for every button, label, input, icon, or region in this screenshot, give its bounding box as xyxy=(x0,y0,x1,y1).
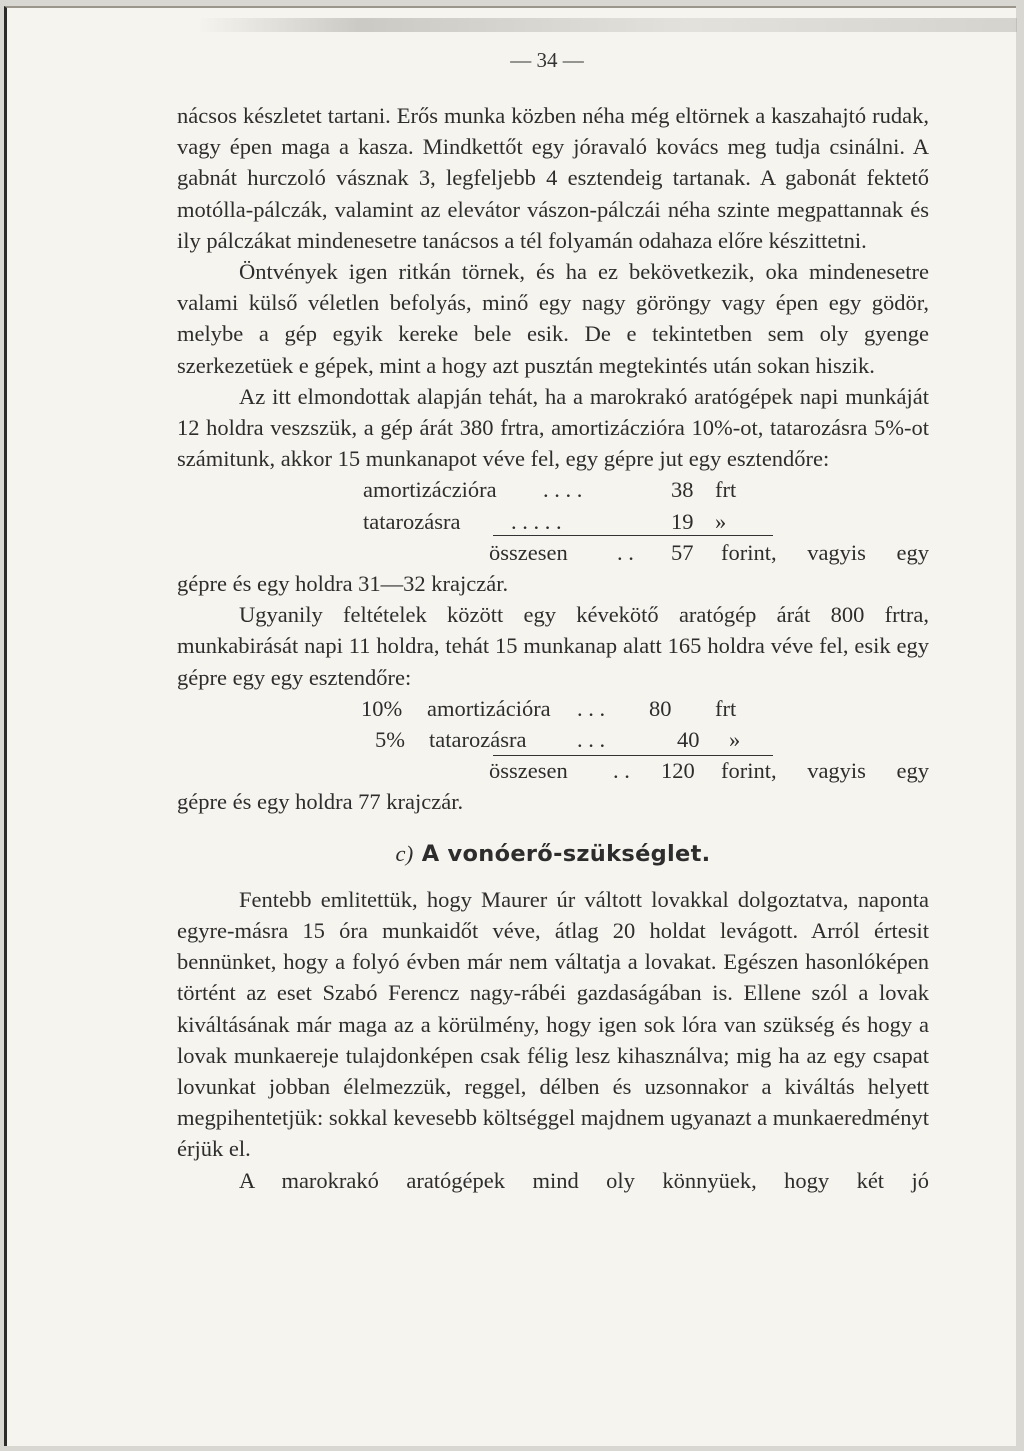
total-label: összesen xyxy=(489,758,568,784)
table-row xyxy=(177,474,929,505)
total-value: 57 xyxy=(671,539,694,565)
row-value: 80 xyxy=(649,695,672,721)
row-unit: frt xyxy=(715,477,737,503)
table-total-row xyxy=(177,755,929,786)
row-label: tatarozásra xyxy=(429,727,527,753)
scan-edge-shadow xyxy=(197,18,1017,32)
paragraph-5: Fentebb emlitettük, hogy Maurer úr váltott lovakkal dolgoztatva, naponta egyre-másra 15 óra munkaidőt véve, átlag 20 holdat levágott. Arról értesit bennünket, hogy a folyó évben már nem váltatja a lovakat. Egészen hasonlóképen történt az eset Szabó Ferencz nagy-rábéi gazdaságában is. Ellene szól a lovak kiváltásának már maga az a körülmény, hogy igen sok lóra van szükség és hogy a lovak munkaereje tulajdonképen csak félig lesz kihasználva; mig ha az egy csapat lovunkat jobban élelmezzük, reggel, délben és uzsonnakor a kiváltás helyett megpihentetjük: sokkal kevesebb költséggel majdnem ugyanazt a munkaeredményt érjük el. xyxy=(177,886,929,1162)
body-text xyxy=(177,100,929,1196)
row-dots: . . . xyxy=(577,727,606,753)
paragraph-2: Öntvények igen ritkán törnek, és ha ez bekövetkezik, oka mindenesetre valami külső véletlen befolyás, minő egy nagy göröngy vagy épen egy gödör, melybe a gép egyik kereke bele esik. De e tekintetben sem oly gyenge szerkezetüek e gépek, mint a hogy azt pusztán megtekintés után sokan hiszik. xyxy=(177,259,929,378)
row-percent: 5% xyxy=(375,727,405,753)
row-label: amortizációra xyxy=(427,695,551,721)
row-label: amortizáczióra xyxy=(363,477,497,503)
row-unit: » xyxy=(715,508,727,534)
row-unit: » xyxy=(729,727,741,753)
row-dots: . . . . . xyxy=(511,508,562,534)
section-title: A vonóerő-szükséglet. xyxy=(421,840,711,867)
book-page xyxy=(4,6,1016,1446)
total-label: összesen xyxy=(489,539,568,565)
total-dots: . . xyxy=(613,758,630,784)
continuation-1: gépre és egy holdra 31—32 krajczár. xyxy=(177,571,509,597)
cost-table-1 xyxy=(177,474,929,568)
table-total-row xyxy=(177,537,929,568)
paragraph-3: Az itt elmondottak alapján tehát, ha a marokrakó aratógépek napi munkáját 12 holdra veszszük, a gép árát 380 frtra, amortizáczióra 10%-ot, tatarozásra 5%-ot számitunk, akkor 15 munkanapot véve fel, egy gépre jut egy esztendőre: xyxy=(177,383,929,472)
page-number: — 34 — xyxy=(510,48,584,72)
section-heading xyxy=(177,838,929,870)
total-value: 120 xyxy=(661,758,695,784)
row-value: 38 xyxy=(671,477,694,503)
table-row xyxy=(177,693,929,724)
table-row xyxy=(177,506,929,537)
paragraph-1: nácsos készletet tartani. Erős munka közben néha még eltörnek a kaszahajtó rudak, vagy épen maga a kasza. Mindkettőt egy jóravaló kovács meg tudja csinálni. A gabnát hurczoló vásznak 3, legfeljebb 4 esztendeig tartanak. A gabonát fektető motólla-pálczák, valamint az elevátor vászon-pálczái néha szinte megpattannak és ily pálczákat mindenesetre tanácsos a tél folyamán odahaza előre készittetni. xyxy=(177,103,929,253)
row-dots: . . . xyxy=(577,695,606,721)
continuation-2: gépre és egy holdra 77 krajczár. xyxy=(177,789,464,815)
row-percent: 10% xyxy=(361,695,403,721)
paragraph-4: Ugyanily feltételek között egy kévekötő aratógép árát 800 frtra, munkabirását napi 11 holdra, tehát 15 munkanap alatt 165 holdra véve fel, esik egy gépre egy egy esztendőre: xyxy=(177,602,929,690)
row-value: 19 xyxy=(671,508,694,534)
cost-table-2 xyxy=(177,693,929,787)
total-rest: forint, vagyis egy xyxy=(721,758,929,784)
row-value: 40 xyxy=(677,727,700,753)
row-unit: frt xyxy=(715,695,737,721)
row-dots: . . . . xyxy=(543,477,583,503)
table-row xyxy=(177,724,929,755)
section-marker: c) xyxy=(395,840,414,866)
total-rest: forint, vagyis egy xyxy=(721,539,929,565)
paragraph-6: A marokrakó aratógépek mind oly könnyüek, hogy két jó xyxy=(239,1167,929,1193)
total-dots: . . xyxy=(617,539,634,565)
row-label: tatarozásra xyxy=(363,508,461,534)
